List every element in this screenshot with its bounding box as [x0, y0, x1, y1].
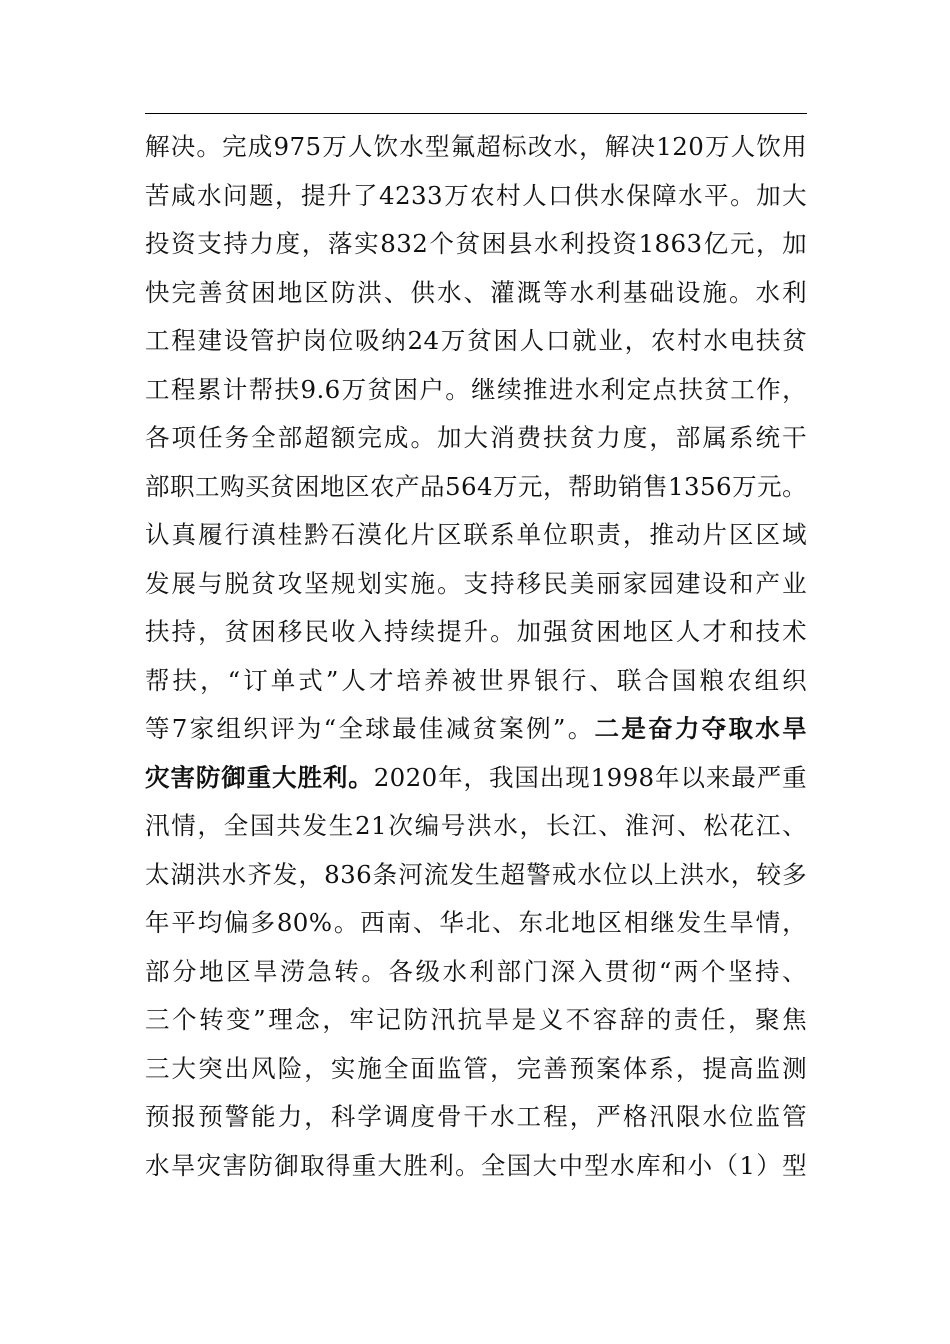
text-segment: 苦咸水问题，提升了4233万农村人口供水保障水平。加大 — [145, 180, 807, 210]
text-segment: 年平均偏多80%。西南、华北、东北地区相继发生旱情， — [145, 908, 807, 937]
text-line — [145, 366, 807, 415]
text-segment: 解决。完成975万人饮水型氟超标改水，解决120万人饮用 — [145, 132, 807, 161]
text-segment: 投资支持力度，落实832个贫困县水利投资1863亿元，加 — [145, 229, 807, 258]
header-rule — [145, 113, 807, 114]
text-segment: 水旱灾害防御取得重大胜利。全国大中型水库和小（1）型 — [145, 1150, 807, 1180]
text-line — [145, 608, 807, 657]
bold-text-segment: 二是奋力夺取水旱 — [594, 714, 808, 743]
text-line — [145, 511, 807, 560]
text-segment: 汛情，全国共发生21次编号洪水，长江、淮河、松花江、 — [145, 811, 807, 840]
text-segment: 快完善贫困地区防洪、供水、灌溉等水利基础设施。水利 — [145, 277, 807, 307]
text-line — [145, 172, 807, 221]
text-segment: 各项任务全部超额完成。加大消费扶贫力度，部属系统干 — [145, 423, 807, 452]
text-segment: 2020年，我国出现1998年以来最严重 — [373, 762, 807, 792]
text-line — [145, 754, 807, 803]
text-line — [145, 1093, 807, 1142]
text-line — [145, 1045, 807, 1094]
text-line — [145, 317, 807, 366]
text-line — [145, 123, 807, 172]
text-segment: 太湖洪水齐发，836条河流发生超警戒水位以上洪水，较多 — [145, 859, 807, 889]
text-line — [145, 414, 807, 463]
text-segment: 等7家组织评为“全球最佳减贫案例”。 — [145, 714, 595, 743]
text-line — [145, 996, 807, 1045]
text-line — [145, 220, 807, 269]
text-segment: 三个转变”理念，牢记防汛抗旱是义不容辞的责任，聚焦 — [145, 1005, 807, 1034]
text-segment: 认真履行滇桂黔石漠化片区联系单位职责，推动片区区域 — [145, 520, 807, 549]
text-segment: 部分地区旱涝急转。各级水利部门深入贯彻“两个坚持、 — [145, 956, 807, 986]
text-segment: 扶持，贫困移民收入持续提升。加强贫困地区人才和技术 — [145, 617, 807, 646]
text-line — [145, 802, 807, 851]
text-line — [145, 948, 807, 997]
text-segment: 工程累计帮扶9.6万贫困户。继续推进水利定点扶贫工作， — [145, 374, 807, 404]
text-segment: 工程建设管护岗位吸纳24万贫困人口就业，农村水电扶贫 — [145, 326, 807, 355]
text-line — [145, 269, 807, 318]
text-segment: 预报预警能力，科学调度骨干水工程，严格汛限水位监管 — [145, 1102, 807, 1131]
text-line — [145, 657, 807, 706]
text-segment: 帮扶，“订单式”人才培养被世界银行、联合国粮农组织 — [145, 665, 807, 695]
text-line — [145, 899, 807, 948]
bold-text-segment: 灾害防御重大胜利。 — [145, 762, 374, 792]
text-segment: 三大突出风险，实施全面监管，完善预案体系，提高监测 — [145, 1053, 807, 1083]
text-line — [145, 1142, 807, 1191]
text-line — [145, 463, 807, 512]
text-segment: 部职工购买贫困地区农产品564万元，帮助销售1356万元。 — [145, 471, 807, 501]
text-line — [145, 705, 807, 754]
body-text — [145, 123, 807, 1190]
text-segment: 发展与脱贫攻坚规划实施。支持移民美丽家园建设和产业 — [145, 568, 807, 598]
text-line — [145, 851, 807, 900]
text-line — [145, 560, 807, 609]
